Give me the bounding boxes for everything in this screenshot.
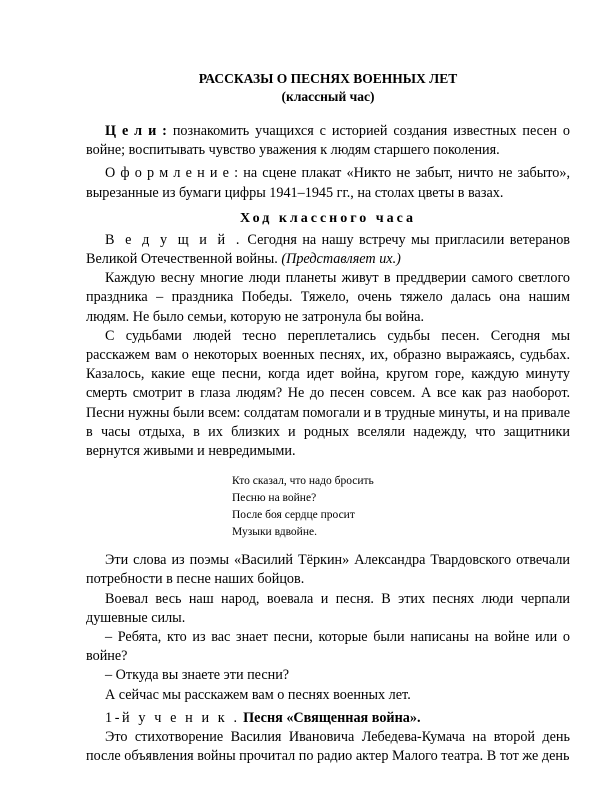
question-paragraph: – Ребята, кто из вас знает песни, которые были написаны на войне или о войне?	[86, 629, 570, 665]
song-title: Песня «Священная война».	[239, 709, 421, 726]
host-paragraph	[86, 231, 570, 269]
student-paragraph	[86, 709, 570, 728]
announcement-paragraph: А сейчас мы расскажем вам о песнях военных лет.	[105, 686, 411, 703]
poem-line: Кто сказал, что надо бросить	[232, 475, 374, 488]
goals-label: Ц е л и :	[105, 123, 167, 139]
fought-paragraph: Воевал весь наш народ, воевала и песня. В этих песнях люди черпали душевные силы.	[86, 590, 570, 626]
goals-text: познакомить учащихся с историей создания известных песен о войне; воспитывать чувство уважения к людям старшего поколения.	[86, 123, 570, 159]
decor-text: на сцене плакат «Никто не забыт, ничто не забыто», вырезанные из бумаги цифры 1941–1945 гг., на столах цветы в вазах.	[86, 165, 570, 201]
host-stage-direction: (Представляет их.)	[281, 251, 401, 268]
fates-paragraph: С судьбами людей тесно переплетались судьбы песен. Сегодня мы расскажем вам о некоторых военных песнях, их, образно выражаясь, судьбах. Казалось, какие еще песни, когда идет война, кругом горе, каждую минуту смерть смотрит в глаза людям? Не до песен совсем. А все как раз наоборот. Песни нужны были всем: солдатам помогали и в трудные минуты, и на привале в часы отдыха, в их близких и родных вселяли надежду, что защитники вернутся живыми и невредимыми.	[86, 327, 570, 460]
spring-paragraph: Каждую весну многие люди планеты живут в преддверии самого светлого праздника – праздника Победы. Тяжело, очень тяжело далась она нашим людям. Не было семьи, которую не затронула бы война.	[86, 270, 570, 325]
host-label: В е д у щ и й .	[105, 231, 242, 248]
poem-line: После боя сердце просит	[232, 509, 355, 522]
goals-paragraph	[86, 122, 570, 160]
decor-label: О ф о р м л е н и е :	[105, 165, 239, 182]
document-body	[86, 70, 570, 766]
poem-quote	[232, 473, 570, 541]
document-subtitle: (классный час)	[281, 89, 375, 104]
poem-line: Музыки вдвойне.	[232, 526, 317, 539]
host-text: Сегодня на нашу встречу мы пригласили ветеранов Великой Отечественной войны.	[86, 231, 570, 268]
poem-line: Песню на войне?	[232, 492, 317, 505]
poem-source-paragraph: Эти слова из поэмы «Василий Тёркин» Александра Твардовского отвечали потребности в песне наших бойцов.	[86, 552, 570, 588]
document-title: РАССКАЗЫ О ПЕСНЯХ ВОЕННЫХ ЛЕТ	[198, 71, 458, 86]
decor-paragraph	[86, 164, 570, 202]
question-paragraph: – Откуда вы знаете эти песни?	[105, 667, 290, 684]
student-label: 1-й у ч е н и к .	[105, 709, 240, 726]
section-heading: Ход классного часа	[239, 210, 417, 226]
song-history-paragraph: Это стихотворение Василия Ивановича Лебедева-Кумача на второй день после объявления войны прочитал по радио актер Малого театра. В тот же день	[86, 729, 570, 765]
